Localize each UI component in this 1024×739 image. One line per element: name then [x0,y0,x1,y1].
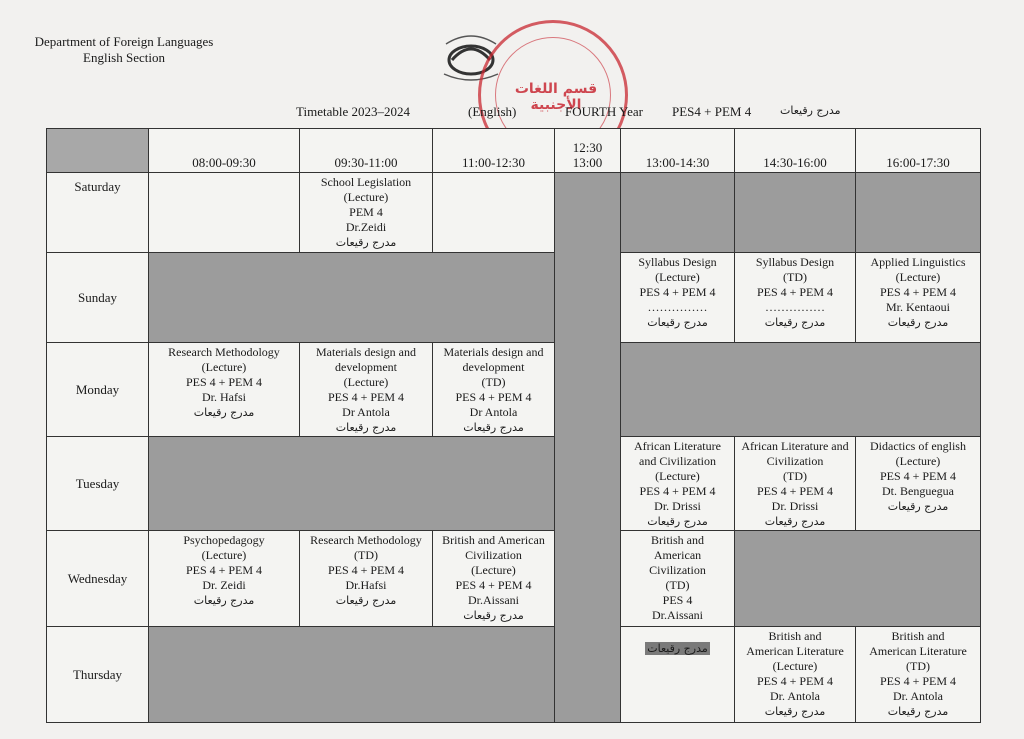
cell-sat-0930: School Legislation (Lecture) PEM 4 Dr.Zeidi مدرج رقيعات [300,173,433,253]
row-monday [47,343,981,437]
department-heading [20,34,228,66]
corner-cell [47,129,149,173]
cell-wed-late [735,531,981,627]
cell-wed-0930: Research Methodology (TD) PES 4 + PEM 4 Dr.Hafsi مدرج رقيعات [300,531,433,627]
cell-sat-1600 [856,173,981,253]
cell-mon-1100: Materials design and development (TD) PES 4 + PEM 4 Dr Antola مدرج رقيعات [433,343,555,437]
hall-label: مدرج رقيعات [780,104,841,117]
stamp-text: قسم اللغات الأجنبية [514,81,598,113]
slot-1430: 14:30-16:00 [735,129,856,173]
cell-tue-1430: African Literature and Civilization (TD) PES 4 + PEM 4 Dr. Drissi مدرج رقيعات [735,437,856,531]
slot-0930: 09:30-11:00 [300,129,433,173]
break-column [555,173,621,723]
cell-sun-1600: Applied Linguistics (Lecture) PES 4 + PEM 4 Mr. Kentaoui مدرج رقيعات [856,253,981,343]
timetable-title: Timetable 2023–2024 [296,104,410,119]
day-thursday: Thursday [47,627,149,723]
year-label: FOURTH Year [565,104,643,119]
row-saturday [47,173,981,253]
cell-thu-1600: British and American Literature (TD) PES 4 + PEM 4 Dr. Antola مدرج رقيعات [856,627,981,723]
cell-thu-morning [149,627,555,723]
cell-wed-1100: British and American Civilization (Lecture) PES 4 + PEM 4 Dr.Aissani مدرج رقيعات [433,531,555,627]
day-saturday: Saturday [47,173,149,253]
day-wednesday: Wednesday [47,531,149,627]
cell-thu-1430: British and American Literature (Lecture) PES 4 + PEM 4 Dr. Antola مدرج رقيعات [735,627,856,723]
department-name: Department of Foreign Languages [34,34,214,49]
slot-1230: 12:30 13:00 [555,129,621,173]
slot-1100: 11:00-12:30 [433,129,555,173]
thu-hall-highlight: مدرج رقيعات [647,642,708,655]
cell-tue-1300: African Literature and Civilization (Lecture) PES 4 + PEM 4 Dr. Drissi مدرج رقيعات [621,437,735,531]
row-tuesday [47,437,981,531]
cell-mon-afternoon [621,343,981,437]
slot-0800: 08:00-09:30 [149,129,300,173]
slot-1600: 16:00-17:30 [856,129,981,173]
cell-mon-0800: Research Methodology (Lecture) PES 4 + PEM 4 Dr. Hafsi مدرج رقيعات [149,343,300,437]
cell-sat-1100 [433,173,555,253]
cell-sun-1430: Syllabus Design (TD) PES 4 + PEM 4 …………… مدرج رقيعات [735,253,856,343]
groups-label: PES4 + PEM 4 [672,104,752,119]
cell-sun-1300: Syllabus Design (Lecture) PES 4 + PEM 4 …………… مدرج رقيعات [621,253,735,343]
cell-sat-1300 [621,173,735,253]
day-sunday: Sunday [47,253,149,343]
row-thursday [47,627,981,723]
day-monday: Monday [47,343,149,437]
cell-sat-1430 [735,173,856,253]
row-wednesday [47,531,981,627]
header-row [47,129,981,173]
row-sunday [47,253,981,343]
cell-wed-1300: British and American Civilization (TD) PES 4 Dr.Aissani [621,531,735,627]
cell-thu-1300 [621,627,735,723]
slot-1300: 13:00-14:30 [621,129,735,173]
cell-mon-0930: Materials design and development (Lecture) PES 4 + PEM 4 Dr Antola مدرج رقيعات [300,343,433,437]
section-name: English Section [83,50,165,65]
cell-tue-morning [149,437,555,531]
cell-sat-0800 [149,173,300,253]
timetable-grid [46,128,981,723]
cell-tue-1600: Didactics of english (Lecture) PES 4 + PEM 4 Dt. Benguegua مدرج رقيعات [856,437,981,531]
day-tuesday: Tuesday [47,437,149,531]
language-label: (English) [468,104,517,119]
cell-wed-0800: Psychopedagogy (Lecture) PES 4 + PEM 4 Dr. Zeidi مدرج رقيعات [149,531,300,627]
cell-sun-morning [149,253,555,343]
